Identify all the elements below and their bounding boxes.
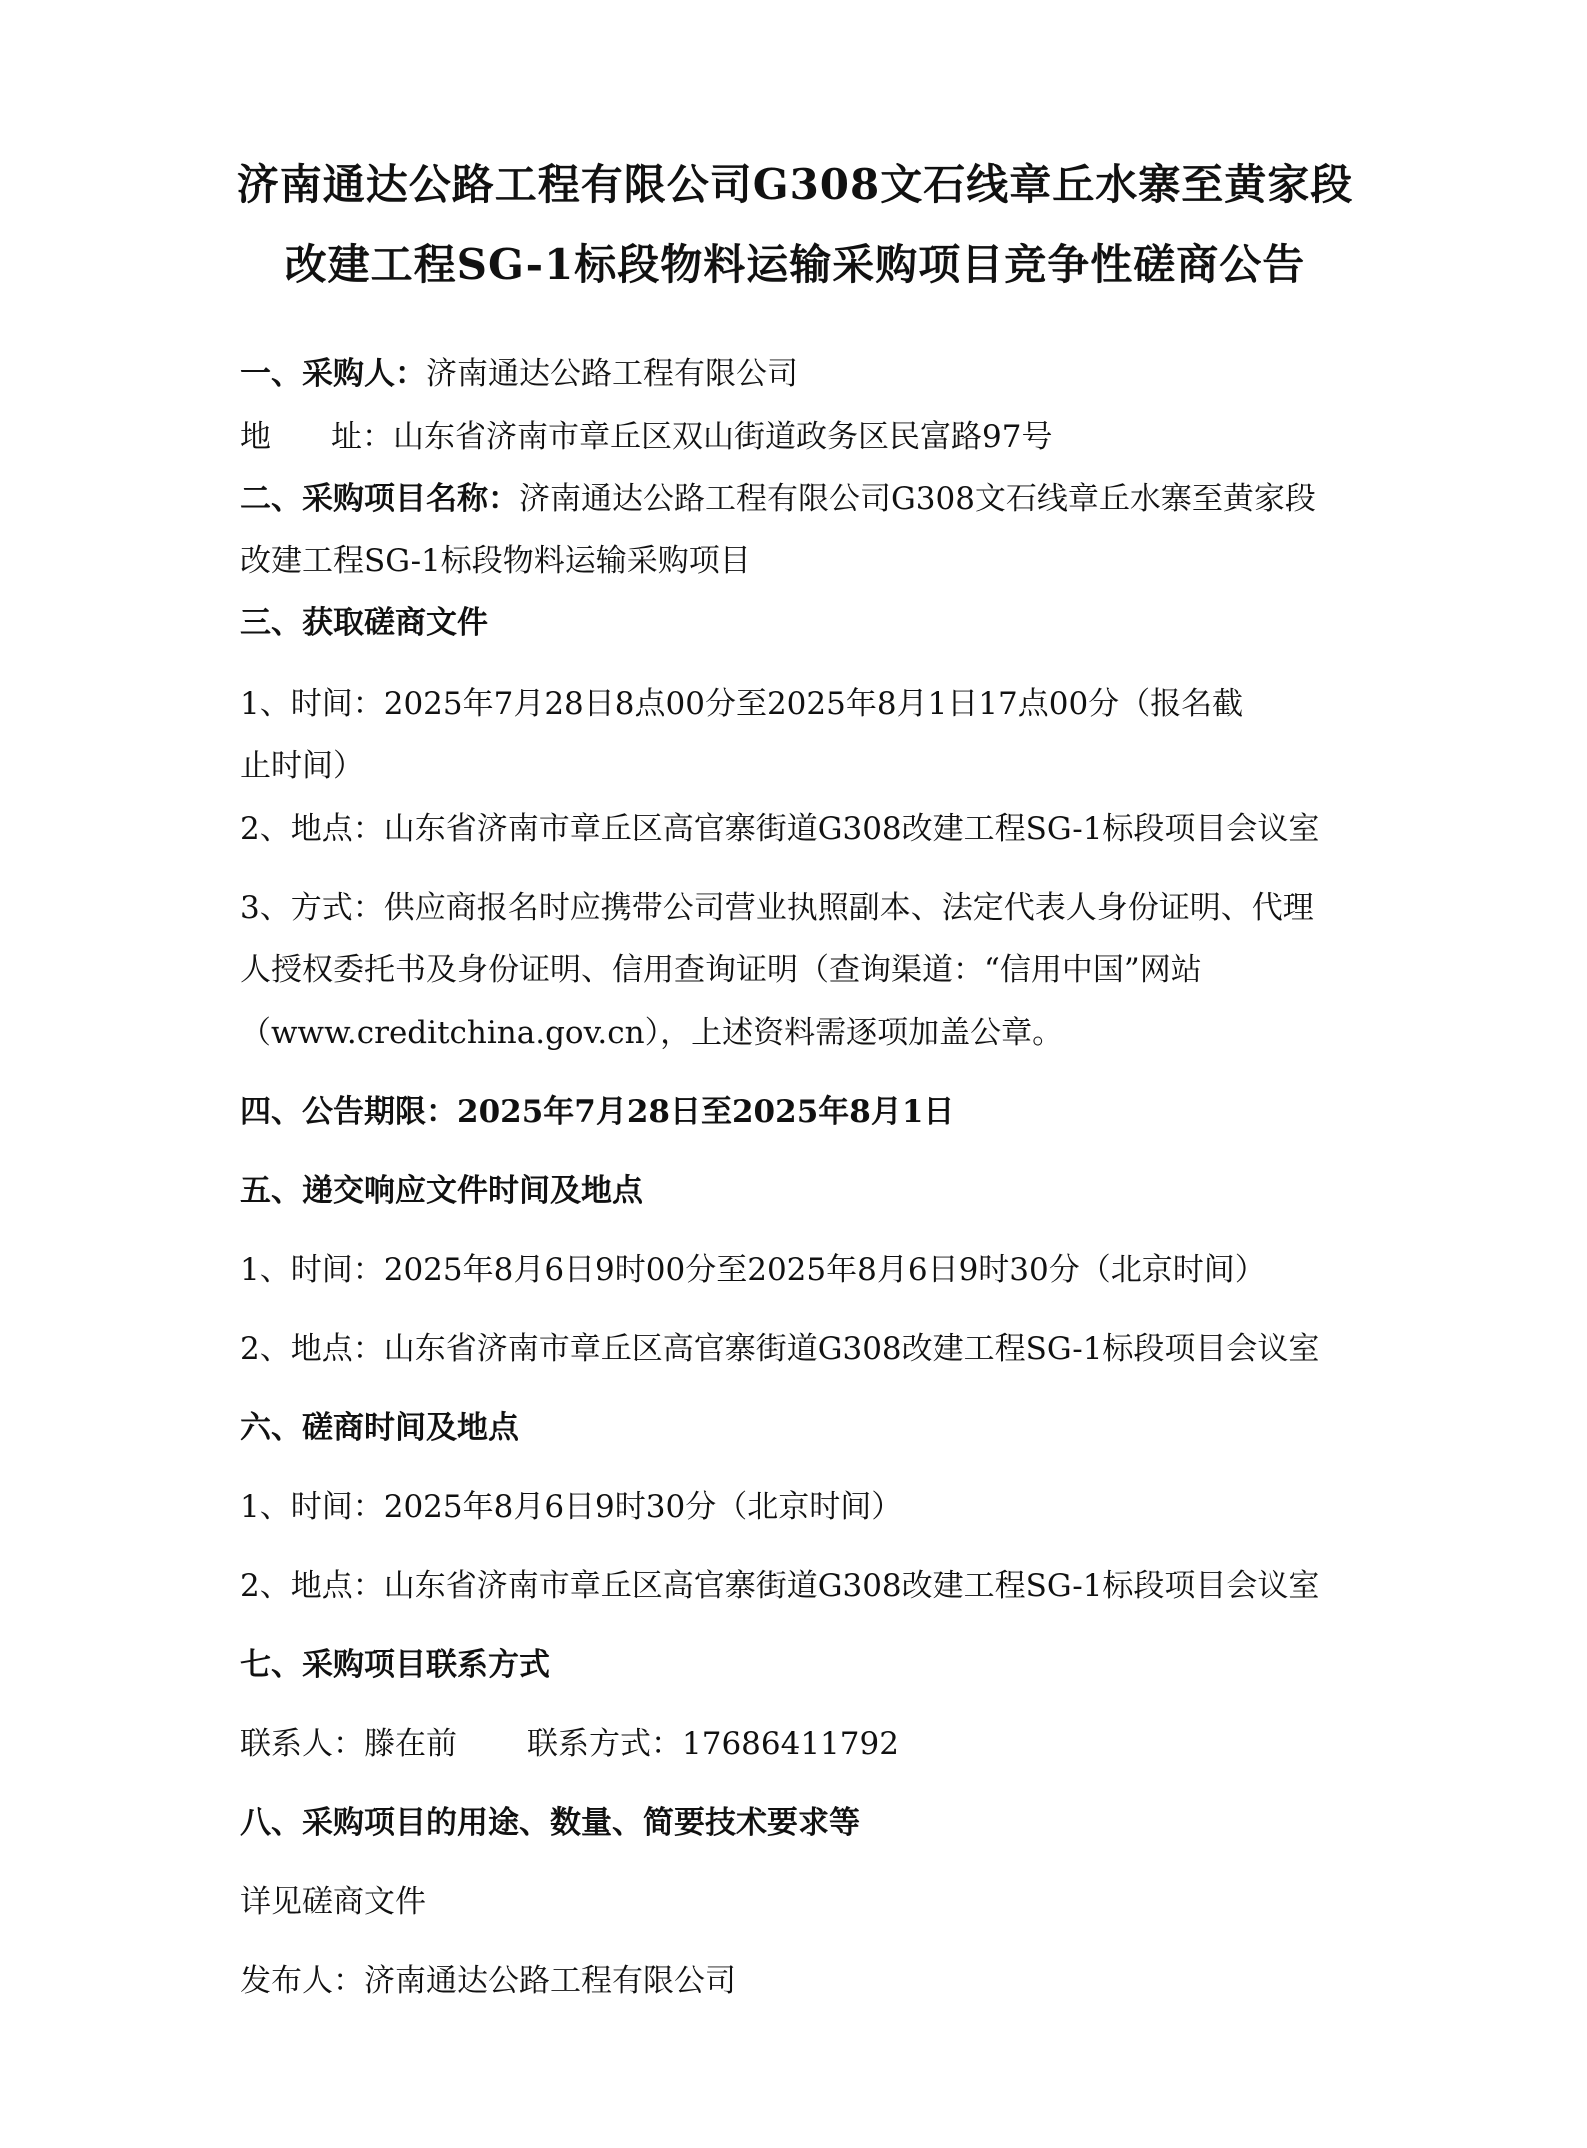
purchaser-value: 济南通达公路工程有限公司: [426, 356, 798, 392]
address-value: 山东省济南市章丘区双山街道政务区民富路97号: [393, 419, 1053, 455]
section-3-heading: 三、获取磋商文件: [240, 605, 488, 641]
purchaser-label: 一、采购人：: [240, 356, 426, 392]
s3-method-line-3: （www.creditchina.gov.cn），上述资料需逐项加盖公章。: [240, 1015, 1064, 1051]
title-line-1: 济南通达公路工程有限公司G308文石线章丘水寨至黄家段: [236, 160, 1354, 209]
s6-place: 2、地点：山东省济南市章丘区高官寨街道G308改建工程SG-1标段项目会议室: [240, 1568, 1320, 1604]
section-4-period: 四、公告期限：2025年7月28日至2025年8月1日: [240, 1094, 955, 1130]
s3-time-line-1: 1、时间：2025年7月28日8点00分至2025年8月1日17点00分（报名截: [240, 686, 1244, 722]
address-label-a: 地: [240, 419, 271, 455]
project-name-label: 二、采购项目名称：: [240, 481, 519, 517]
s7-contact-line: [240, 1726, 899, 1763]
s3-method-line-2: 人授权委托书及身份证明、信用查询证明（查询渠道：“信用中国”网站: [240, 952, 1202, 988]
address-line: [240, 419, 1052, 456]
s3-method-line-1: 3、方式：供应商报名时应携带公司营业执照副本、法定代表人身份证明、代理: [240, 890, 1314, 926]
contact-phone: 联系方式：17686411792: [527, 1726, 899, 1762]
section-8-heading: 八、采购项目的用途、数量、简要技术要求等: [240, 1805, 860, 1841]
s5-place: 2、地点：山东省济南市章丘区高官寨街道G308改建工程SG-1标段项目会议室: [240, 1331, 1320, 1367]
project-name-line: [240, 481, 1316, 518]
publisher: 发布人：济南通达公路工程有限公司: [240, 1963, 736, 1999]
title-line-2: 改建工程SG-1标段物料运输采购项目竞争性磋商公告: [284, 240, 1306, 289]
section-6-heading: 六、磋商时间及地点: [240, 1410, 519, 1446]
s3-time-line-2: 止时间）: [240, 748, 364, 784]
section-7-heading: 七、采购项目联系方式: [240, 1647, 550, 1683]
project-name-value-1: 济南通达公路工程有限公司G308文石线章丘水寨至黄家段: [519, 481, 1316, 517]
s3-place: 2、地点：山东省济南市章丘区高官寨街道G308改建工程SG-1标段项目会议室: [240, 811, 1320, 847]
purchaser-line: [240, 356, 798, 393]
s8-detail: 详见磋商文件: [240, 1884, 426, 1920]
s5-time: 1、时间：2025年8月6日9时00分至2025年8月6日9时30分（北京时间）: [240, 1252, 1266, 1288]
contact-person: 联系人：滕在前: [240, 1726, 457, 1762]
section-5-heading: 五、递交响应文件时间及地点: [240, 1173, 643, 1209]
address-label-b: 址：: [331, 419, 393, 455]
project-name-value-2: 改建工程SG-1标段物料运输采购项目: [240, 543, 751, 579]
s6-time: 1、时间：2025年8月6日9时30分（北京时间）: [240, 1489, 903, 1525]
